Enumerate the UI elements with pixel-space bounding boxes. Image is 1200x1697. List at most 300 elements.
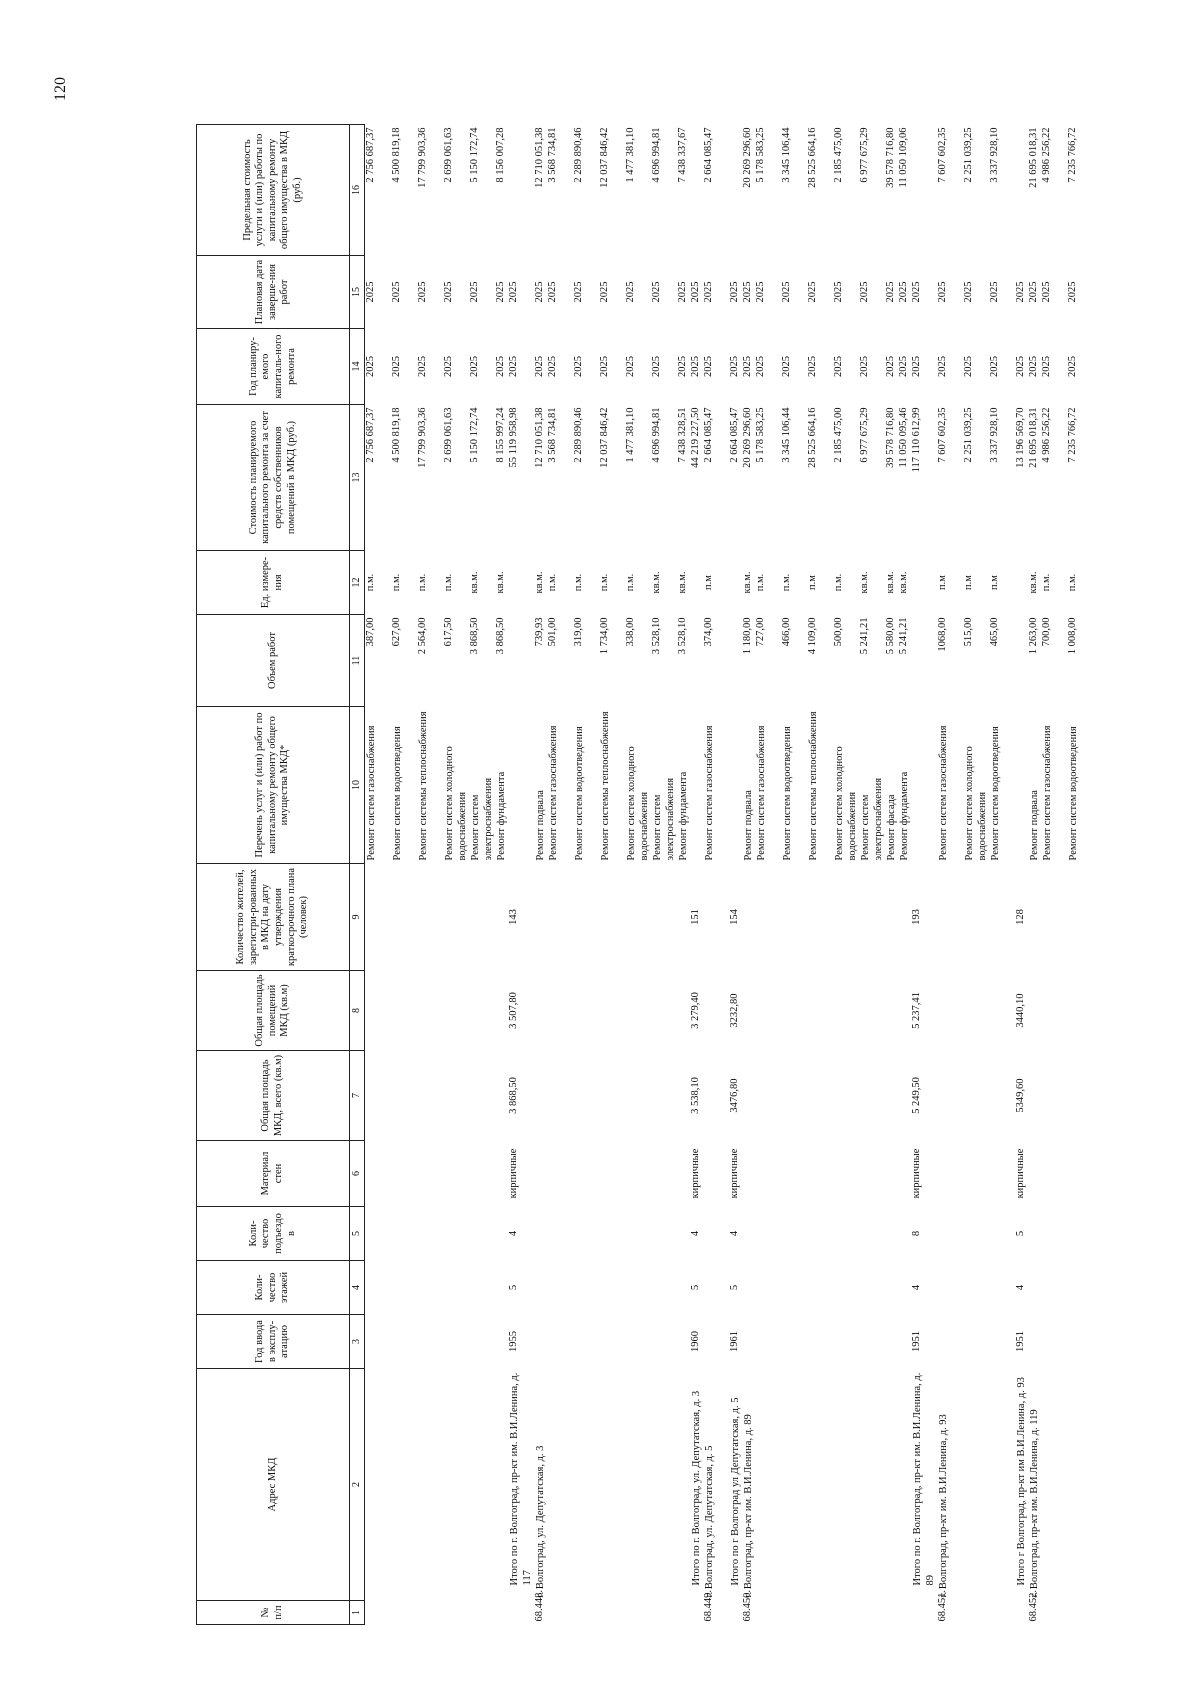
work-volume: 465,00 [989,617,1000,647]
work-limit: 4 986 256,22 [1041,127,1052,183]
total-cell [729,125,742,256]
total-cell [911,1369,937,1601]
work-limit: 7 438 337,67 [677,127,688,183]
work-work: Ремонт подвала [1029,790,1040,861]
total-year_r: 2025 [911,356,922,377]
total-address: Итого по г. Волгоград, пр-кт им. В.И.Ленина, д. 117 [509,1372,533,1586]
work-cost: 5 150 172,74 [469,407,480,463]
work-work: Ремонт систем холодного водоснабжения [834,746,858,861]
total-cell [690,1369,703,1601]
total-cell [1015,1261,1028,1315]
total-cell [729,864,742,971]
work-limit: 2 664 085,47 [703,127,714,183]
work-unit: п.м. [1067,573,1078,592]
cell-end [365,256,509,329]
cell-work [365,707,509,864]
column-header: Год планиру-емого капиталь-ного ремонта [197,329,350,405]
total-cell [1015,1051,1028,1141]
total-cell [1015,1141,1028,1207]
total-address: Итого по г Волгоград ул Депутатская, д. 5 [730,1397,741,1586]
column-header: Перечень услуг и (или) работ по капитальному ремонту общего имущества МКД* [197,707,350,864]
column-header: Ед. измере-ния [197,551,350,615]
total-cell [1015,1601,1028,1625]
work-end: 2025 [677,281,688,303]
work-cost: 21 695 018,31 [1028,407,1039,468]
total-cell [690,551,703,615]
cell-limit [937,125,1015,256]
work-year: 2025 [963,356,974,377]
cell-area_total [703,1051,729,1141]
work-volume: 1068,00 [937,617,948,652]
cell-work [742,707,911,864]
work-limit: 5 150 172,74 [469,127,480,183]
house-year [534,1318,547,1366]
cell-area_total [937,1051,1015,1141]
work-cost: 2 699 061,63 [443,407,454,463]
work-end: 2025 [469,281,480,303]
work-unit: п.м [989,575,1000,590]
work-work: Ремонт систем водоотведения [392,726,403,861]
work-limit: 2 756 687,37 [365,127,376,183]
total-area_total: 5349,60 [1015,1078,1026,1113]
total-cell [911,707,937,864]
house-entrances [703,1210,716,1258]
work-end: 2025 [885,281,896,303]
column-header: Материал стен [197,1141,350,1207]
work-volume: 5 580,00 [885,617,896,655]
total-cell [729,256,742,329]
column-number: 16 [350,125,365,256]
house-address: г. Волгоград, пр-кт им. В.И.Ленина, д. 93 [938,1414,949,1598]
total-year_r: 2025 [508,356,519,377]
table-row [365,125,509,1625]
work-unit: п.м [937,575,948,590]
total-cell [508,1051,534,1141]
work-end: 2025 [599,281,610,303]
total-cell [508,1261,534,1315]
cell-cost [534,405,690,551]
total-cell [508,864,534,971]
total-residents: 193 [911,909,922,925]
cell-address [937,1369,1015,1601]
total-residents: 154 [729,909,740,925]
work-cost: 28 525 664,16 [807,407,818,468]
work-end: 2025 [807,281,818,303]
total-cell [729,1369,742,1601]
table-row [534,125,690,1625]
total-area_premises: 3232,80 [729,993,740,1028]
total-cell [508,1315,534,1369]
total-area_premises: 3 279,40 [690,992,701,1029]
column-number: 9 [350,864,365,971]
total-cost: 55 119 958,98 [508,407,519,468]
column-number: 1 [350,1601,365,1625]
total-cell [1015,707,1028,864]
total-cell [508,1601,534,1625]
total-cell [911,1051,937,1141]
house-area_total [937,1054,950,1138]
work-end: 2025 [898,281,909,303]
total-cell [690,1051,703,1141]
column-header: № п/п [197,1601,350,1625]
column-number: 8 [350,971,365,1051]
cell-floors [534,1261,690,1315]
work-end: 2025 [534,281,545,303]
total-end: 2025 [1015,281,1026,303]
work-year: 2025 [807,356,818,377]
total-cell [911,551,937,615]
house-area_total [703,1054,716,1138]
cell-address [703,1369,729,1601]
work-year: 2025 [365,356,376,377]
cell-limit [703,125,729,256]
cell-material [1028,1141,1093,1207]
cell-address [365,1369,509,1601]
work-work: Ремонт фасада [886,794,897,861]
work-end: 2025 [937,281,948,303]
total-cell [729,1051,742,1141]
house-residents [703,867,716,968]
cell-entrances [703,1207,729,1261]
column-header: Плановая дата заверше-ния работ [197,256,350,329]
work-volume: 739,93 [534,617,545,647]
work-cost: 2 756 687,37 [365,407,376,463]
total-cell [911,1261,937,1315]
total-row [911,125,937,1625]
work-limit: 7 607 602,35 [937,127,948,183]
work-unit: п.м. [755,573,766,592]
cell-work [703,707,729,864]
house-floors [703,1264,716,1312]
total-row [729,125,742,1625]
work-year: 2025 [469,356,480,377]
work-work: Ремонт системы теплоснабжения [600,711,611,861]
work-cost: 7 607 602,35 [937,407,948,463]
work-volume: 617,50 [443,617,454,647]
cell-unit [534,551,690,615]
work-year: 2025 [859,356,870,377]
house-address: г. Волгоград, ул. Депутатская, д. 3 [535,1445,546,1598]
work-cost: 3 568 734,81 [547,407,558,463]
total-cell [690,1601,703,1625]
work-end: 2025 [1028,281,1039,303]
work-cost: 17 799 903,36 [417,407,428,468]
work-unit: п.м. [1041,573,1052,592]
total-year: 1951 [911,1331,922,1352]
work-unit: п.м. [417,573,428,592]
work-volume: 1 734,00 [599,617,610,655]
total-cell [1015,1207,1028,1261]
total-entrances: 4 [508,1230,519,1237]
cell-work [937,707,1015,864]
cell-material [365,1141,509,1207]
column-header: Предельная стоимость услуги и (или) работы по капитальному ремонту общего имущества в МКД (руб.) [197,125,350,256]
total-cell [1015,1369,1028,1601]
work-work: Ремонт систем электроснабжения [470,777,494,861]
house-address: г. Волгоград, пр-кт им. В.И.Ленина, д. 119 [1029,1409,1040,1598]
cell-area_total [534,1051,690,1141]
total-cell [729,329,742,405]
cell-volume [1028,615,1093,707]
total-address: Итого г Волгоград, пр-кт им В.И.Ленина, д. 93 [1016,1377,1027,1586]
cell-material [937,1141,1015,1207]
cell-end [1028,256,1093,329]
work-limit: 7 235 766,72 [1067,127,1078,183]
work-limit: 2 251 039,25 [963,127,974,183]
house-material [534,1144,547,1204]
total-cell [1015,1315,1028,1369]
work-volume: 1 008,00 [1067,617,1078,655]
work-unit: п.м. [547,573,558,592]
column-header: Общая площадь помещений МКД (кв.м) [197,971,350,1051]
column-number: 3 [350,1315,365,1369]
house-year [937,1318,950,1366]
work-cost: 12 710 051,38 [534,407,545,468]
work-end: 2025 [755,281,766,303]
total-cell [508,551,534,615]
cell-year_r [365,329,509,405]
total-cell [1015,256,1028,329]
total-year_r: 2025 [729,356,740,377]
total-area_premises: 3 507,80 [508,992,519,1029]
column-number: 5 [350,1207,365,1261]
work-work: Ремонт систем холодного водоснабжения [444,746,468,861]
work-end: 2025 [1067,281,1078,303]
total-cell [911,256,937,329]
cell-volume [937,615,1015,707]
total-cell [508,1207,534,1261]
work-end: 2025 [781,281,792,303]
work-volume: 501,00 [547,617,558,647]
cell-address [534,1369,690,1601]
cell-num [937,1590,1015,1625]
cell-floors [365,1261,509,1315]
total-cell [729,971,742,1051]
house-area_premises [365,974,378,1048]
work-volume: 319,00 [573,617,584,647]
house-material [742,1144,755,1204]
page-number: 120 [52,77,69,101]
work-limit: 1 477 381,10 [625,127,636,183]
total-cell [508,1369,534,1601]
total-material: кирпичные [729,1148,740,1199]
total-cell [911,1207,937,1261]
house-address: г. Волгоград, ул. Депутатская, д. 5 [704,1445,715,1598]
row-number: 68.448. [534,1590,545,1622]
total-cell [729,1601,742,1625]
house-area_total [365,1054,378,1138]
cell-area_premises [365,971,509,1051]
work-year: 2025 [742,356,753,377]
cell-cost [1028,405,1093,551]
house-floors [742,1264,755,1312]
work-cost: 3 337 928,10 [989,407,1000,463]
work-cost: 8 155 997,24 [495,407,506,463]
cell-residents [1028,864,1093,971]
total-cell [508,971,534,1051]
cell-unit [742,551,911,615]
total-cell [911,329,937,405]
cell-volume [742,615,911,707]
work-cost: 2 185 475,00 [833,407,844,463]
column-header: Количество жителей, зарегистри-рованных в МКД на дату утверждения краткосрочного плана (человек) [197,864,350,971]
work-work: Ремонт системы теплоснабжения [418,711,429,861]
work-unit: п.м. [781,573,792,592]
total-area_total: 3476,80 [729,1078,740,1113]
work-unit: п.м. [365,573,376,592]
total-cell [690,1261,703,1315]
total-entrances: 4 [690,1230,701,1237]
cell-year [365,1315,509,1369]
total-cell [508,707,534,864]
cell-area_total [742,1051,911,1141]
work-volume: 466,00 [781,617,792,647]
work-unit: кв.м. [651,571,662,594]
work-work: Ремонт систем водоотведения [1068,726,1079,861]
total-area_premises: 5 237,41 [911,992,922,1029]
work-end: 2025 [742,281,753,303]
work-limit: 12 037 846,42 [599,127,610,188]
column-number: 6 [350,1141,365,1207]
house-material [937,1144,950,1204]
house-area_premises [937,974,950,1048]
work-cost: 2 289 890,46 [573,407,584,463]
table-row [742,125,911,1625]
work-unit: п.м. [625,573,636,592]
work-unit: кв.м. [859,571,870,594]
cell-limit [742,125,911,256]
house-entrances [937,1210,950,1258]
work-work: Ремонт систем водоотведения [574,726,585,861]
total-cell [911,864,937,971]
work-year: 2025 [625,356,636,377]
column-header: Адрес МКД [197,1369,350,1601]
row-number: 68.451. [937,1590,948,1622]
work-year: 2025 [417,356,428,377]
house-residents [1028,867,1041,968]
work-limit: 2 289 890,46 [573,127,584,183]
total-residents: 128 [1015,909,1026,925]
work-unit: кв.м. [885,571,896,594]
total-year_r: 2025 [1015,356,1026,377]
total-cell [729,707,742,864]
total-floors: 5 [508,1284,519,1291]
cell-unit [703,551,729,615]
work-cost: 7 438 328,51 [677,407,688,463]
work-year: 2025 [937,356,948,377]
work-limit: 5 178 583,25 [755,127,766,183]
column-number: 10 [350,707,365,864]
total-floors: 4 [1015,1284,1026,1291]
work-volume: 387,00 [365,617,376,647]
total-material: кирпичные [508,1148,519,1199]
total-address: Итого по г. Волгоград, ул. Депутатская, д. 3 [691,1390,702,1586]
work-end: 2025 [651,281,662,303]
total-cell [911,1601,937,1625]
total-cell [508,405,534,551]
work-year: 2025 [703,356,714,377]
total-cell [508,256,534,329]
cell-work [534,707,690,864]
work-limit: 8 156 007,28 [495,127,506,183]
work-unit: п.м. [391,573,402,592]
cell-year [1028,1315,1093,1369]
house-floors [1028,1264,1041,1312]
cell-year [937,1315,1015,1369]
work-limit: 6 977 675,29 [859,127,870,183]
work-end: 2025 [1041,281,1052,303]
work-end: 2025 [833,281,844,303]
total-end: 2025 [690,281,701,303]
total-floors: 5 [729,1284,740,1291]
work-year: 2025 [599,356,610,377]
house-material [365,1144,378,1204]
work-work: Ремонт систем водоотведения [990,726,1001,861]
work-work: Ремонт систем газоснабжения [366,725,377,861]
cell-limit [365,125,509,256]
work-work: Ремонт фундамента [496,771,507,861]
work-work: Ремонт фундамента [678,771,689,861]
column-header: Год ввода в эксплу-атацию [197,1315,350,1369]
total-cell [690,1141,703,1207]
work-year: 2025 [495,356,506,377]
total-year: 1961 [729,1331,740,1352]
total-cell [690,405,703,551]
table-row [1028,125,1093,1625]
cell-year_r [1028,329,1093,405]
work-end: 2025 [703,281,714,303]
cell-year_r [937,329,1015,405]
work-limit: 2 185 475,00 [833,127,844,183]
total-cell [690,256,703,329]
work-volume: 5 241,21 [859,617,870,655]
cell-entrances [365,1207,509,1261]
cell-floors [1028,1261,1093,1315]
house-area_total [742,1054,755,1138]
total-cost: 117 110 612,99 [911,407,922,473]
work-volume: 5 241,21 [898,617,909,655]
total-cell [508,1141,534,1207]
total-area_total: 3 538,10 [690,1077,701,1114]
house-floors [937,1264,950,1312]
work-volume: 3 528,10 [651,617,662,655]
work-work: Ремонт подвала [743,790,754,861]
cell-end [534,256,690,329]
total-cell [690,1207,703,1261]
column-header: Объем работ [197,615,350,707]
cell-floors [703,1261,729,1315]
house-material [703,1144,716,1204]
total-cell [729,1315,742,1369]
total-cell [1015,551,1028,615]
work-volume: 727,00 [755,617,766,647]
cell-year_r [703,329,729,405]
column-header: Стоимость планируемого капитального ремонта за счет средств собственников помещений в МКД (руб.) [197,405,350,551]
cell-year [703,1315,729,1369]
total-cell [911,125,937,256]
work-limit: 39 578 716,80 [885,127,896,188]
work-volume: 700,00 [1041,617,1052,647]
cell-residents [365,864,509,971]
column-number-row [350,125,365,1625]
work-limit: 17 799 903,36 [417,127,428,188]
work-unit: кв.м. [534,571,545,594]
total-floors: 4 [911,1284,922,1291]
total-cell [690,707,703,864]
work-volume: 515,00 [963,617,974,647]
work-year: 2025 [1041,356,1052,377]
cell-num [742,1590,911,1625]
